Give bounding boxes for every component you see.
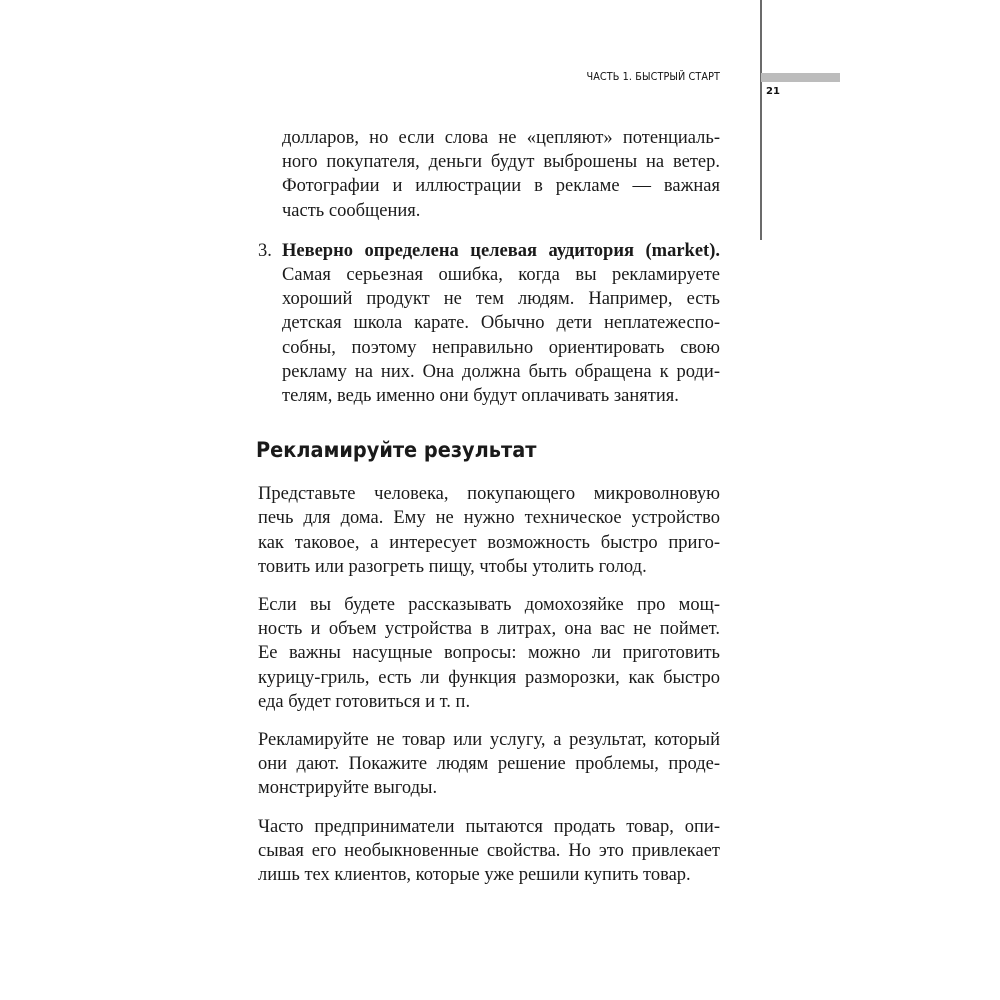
section-heading: Рекламируйте результат (256, 438, 537, 463)
list-number: 3. (258, 240, 272, 261)
list-item-heading: Неверно определена целевая аудитория (market). (282, 240, 720, 261)
text-line: они дают. Покажите людям решение проблемы, проде- (258, 754, 720, 775)
text-line: Представьте человека, покупающего микроволновую (258, 484, 720, 505)
text-line: собны, поэтому неправильно ориентировать свою (282, 337, 720, 358)
text-line: товить или разогреть пищу, чтобы утолить голод. (258, 556, 647, 577)
text-line: детская школа карате. Обычно дети неплатежеспо- (282, 313, 720, 334)
text-line: рекламу на них. Она должна быть обращена к роди- (282, 361, 720, 382)
text-line: часть сообщения. (282, 200, 421, 221)
header-bar (761, 73, 840, 82)
list-item-3 (258, 239, 720, 408)
paragraph (258, 482, 720, 579)
text-line: Рекламируйте не товар или услугу, а результат, который (258, 730, 720, 751)
text-line: долларов, но если слова не «цепляют» потенциаль- (282, 128, 720, 148)
paragraph (258, 593, 720, 714)
text-line: курицу-гриль, есть ли функция разморозки, как быстро (258, 667, 720, 688)
paragraph (258, 728, 720, 801)
text-line: ность и объем устройства в литрах, она вас не поймет. (258, 619, 720, 640)
page-body (258, 126, 720, 901)
text-line: монстрируйте выгоды. (258, 778, 438, 799)
continuation-text (258, 126, 720, 223)
text-line: Самая серьезная ошибка, когда вы рекламируете (282, 265, 720, 286)
text-line: Ее важны насущные вопросы: можно ли приготовить (258, 643, 720, 664)
text-line: как таковое, а интересует возможность быстро приго- (258, 532, 720, 553)
page-number: 21 (766, 86, 780, 97)
text-line: Часто предприниматели пытаются продать товар, опи- (258, 816, 720, 837)
text-line: Фотографии и иллюстрации в рекламе — важная (282, 176, 720, 197)
text-line: печь для дома. Ему не нужно техническое устройство (258, 508, 720, 529)
text-line: сывая его необыкновенные свойства. Но это привлекает (258, 840, 720, 861)
text-line: лишь тех клиентов, которые уже решили купить товар. (258, 865, 691, 886)
text-line: телям, ведь именно они будут оплачивать занятия. (282, 386, 679, 407)
vertical-rule (760, 0, 762, 240)
text-line: Если вы будете рассказывать домохозяйке про мощ- (258, 595, 720, 616)
paragraph (258, 815, 720, 888)
running-head: ЧАСТЬ 1. БЫСТРЫЙ СТАРТ (586, 70, 720, 83)
text-line: хороший продукт не тем людям. Например, есть (282, 289, 720, 310)
text-line: еда будет готовиться и т. п. (258, 691, 471, 712)
text-line: ного покупателя, деньги будут выброшены на ветер. (282, 152, 720, 173)
